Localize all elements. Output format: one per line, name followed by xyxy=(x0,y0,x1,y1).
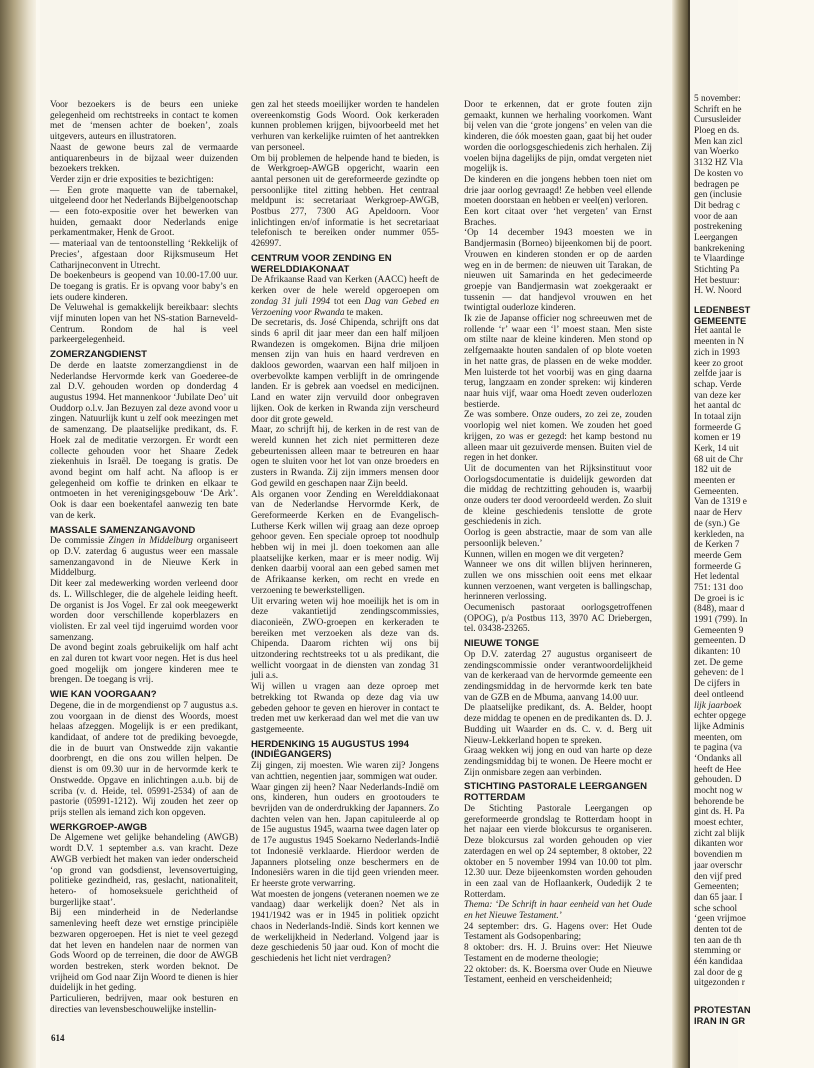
facing-text-line: ‘Ondanks all xyxy=(694,753,742,764)
facing-text-line: 1991 (799). In xyxy=(694,615,748,625)
paragraph: Thema: ‘De Schrift in haar eenheid van het Oude en het Nieuwe Testament.’ xyxy=(464,900,652,922)
facing-text-line: van Woerko xyxy=(694,147,739,158)
facing-text-line: sche school xyxy=(694,903,738,914)
facing-text-line: de Kerken 7 xyxy=(694,540,740,551)
facing-text-line: formeerde G xyxy=(694,561,742,572)
section-heading: WERKGROEP-AWGB xyxy=(50,821,148,833)
facing-text-line: te Vlaardinge xyxy=(694,254,745,265)
paragraph: De Algemene wet gelijke behandeling (AWGB) wordt D.V. 1 september a.s. van kracht. Deze AWGB verbiedt het maken van ieder onderscheid ‘op grond van godsdienst, levensovertuiging, politieke gezindheid, ras, geslacht, nationaliteit, hetero- of homoseksuele gerichtheid of burgerlijke staat’. xyxy=(50,833,238,908)
facing-text-line: lijk jaarboek xyxy=(694,700,742,711)
facing-text-line: van deze ker xyxy=(694,390,741,401)
facing-text-line: postrekening xyxy=(694,222,743,233)
facing-text-line: gen (inclusie xyxy=(694,190,742,201)
paragraph: Oecumenisch pastoraat oorlogsgetroffenen (OPOG), p/a Postbus 113, 3970 AC Driebergen, tel. 03438-23265. xyxy=(464,603,652,635)
paragraph: De Afrikaanse Raad van Kerken (AACC) heeft de kerken over de hele wereld opgeroepen om zondag 31 juli 1994 tot een Dag van Gebed en Verzoening voor Rwanda te maken. xyxy=(251,275,439,318)
facing-text-line: bankrekening xyxy=(694,243,745,254)
facing-text-line: Schrift en he xyxy=(694,104,742,115)
facing-text-line: meenten er xyxy=(694,476,736,487)
facing-text-line: Dit bedrag c xyxy=(694,200,740,211)
page-gutter xyxy=(672,0,688,1068)
line-gap xyxy=(694,997,814,1005)
paragraph: Wat moesten de jongens (veteranen noemen we ze vandaag) daar werkelijk doen? Net als in 1941/1942 was er in 1945 in politiek opzicht chaos in Nederlands-Indië. Sinds kort kennen we de werkelijkheid in Nederland. Volgend jaar is deze geschiedenis 50 jaar oud. Kon of mocht die geschiedenis het licht niet verdragen? xyxy=(251,889,439,964)
paragraph: Uit ervaring weten wij hoe moeilijk het is om in deze vakantietijd zendingscommissies, diaconieën, ZWO-groepen en kerkeraden te bereiken met verzoeken als deze van ds. Chipenda. Daarom richten wij ons bij uitzondering rechtstreeks tot u als predikant, die wellicht voorgaat in de diensten van zondag 31 juli a.s. xyxy=(251,596,439,682)
facing-text-line: 182 uit de xyxy=(694,465,732,476)
facing-text-line: Het ledental xyxy=(694,572,740,583)
facing-text-line: dikanten wor xyxy=(694,839,743,850)
paragraph: 22 oktober: ds. K. Boersma over Oude en Nieuwe Testament, eenheid en verscheidenheid; xyxy=(464,964,652,986)
facing-text-line: Leergangen xyxy=(694,232,738,243)
facing-text-line: gehouden. D xyxy=(694,775,742,786)
facing-text-line: De groei is ic xyxy=(694,593,744,604)
facing-text-line: den vijf pred xyxy=(694,871,742,882)
paragraph: De derde en laatste zomerzangdienst in de Nederlandse Hervormde kerk van Goederee-de zal D.V. gehouden worden op donderdag 4 augustus 1994. Het mannenkoor ‘Jubilate Deo’ uit Ouddorp o.l.v. Jan Bezuyen zal deze avond voor u zingen. Natuurlijk kunt u zelf ook meezingen met de samenzang. De plaatselijke predikant, ds. F. Hoek zal de meditatie verzorgen. Er wordt een collecte gehouden voor het Shaare Zedek ziekenhuis in Israël. De toegang is gratis. De avond begint om half acht. Na afloop is er gelegenheid om koffie te drinken en elkaar te ontmoeten in het verenigingsgebouw ‘De Ark’. Ook is daar een boekentafel aanwezig ten bate van de kerk. xyxy=(50,360,238,521)
facing-text-line: kerkleden, na xyxy=(694,529,745,540)
facing-text-line: bovendien m xyxy=(694,850,743,861)
facing-text-line: Gemeenten; xyxy=(694,882,739,893)
text-column-2 xyxy=(251,100,439,964)
facing-page-strip xyxy=(690,0,751,1068)
facing-text-line: meenten in N xyxy=(694,337,745,348)
facing-page-text xyxy=(694,94,814,1026)
facing-text-line: deel ontleend xyxy=(694,689,744,700)
paragraph: De plaatselijke predikant, ds. A. Belder, hoopt deze middag te openen en de predikanten ds. D. J. Budding uit Waarder en ds. C. v. d. Berg uit Nieuw-Lekkerland hopen te spreken. xyxy=(464,703,652,746)
facing-text-line: meenten, om xyxy=(694,732,743,743)
facing-text-line: Ploeg en ds. xyxy=(694,126,740,137)
facing-text-line: moest echter, xyxy=(694,818,744,829)
line-gap xyxy=(694,989,814,997)
facing-text-line: mocht nog w xyxy=(694,786,743,796)
facing-text-line: keer zo groot xyxy=(694,358,744,369)
facing-text-line: meerde Gem xyxy=(694,550,742,561)
facing-text-line: De cijfers in xyxy=(694,679,740,690)
facing-text-line: ten aan de th xyxy=(694,935,742,946)
facing-text-line: dan 65 jaar. I xyxy=(694,892,743,903)
paragraph: Kunnen, willen en mogen we dit vergeten? xyxy=(464,549,624,560)
section-heading: MASSALE SAMENZANGAVOND xyxy=(50,524,196,536)
facing-text-line: gemeenten. D xyxy=(694,636,746,647)
line-gap xyxy=(694,297,814,305)
paragraph: Verder zijn er drie exposities te bezichtigen: xyxy=(50,174,214,185)
paragraph: 8 oktober: drs. H. J. Bruins over: Het Nieuwe Testament en de moderne theologie; xyxy=(464,943,652,964)
paragraph: Voor bezoekers is de beurs een unieke gelegenheid om rechtstreeks in contact te komen met de ‘mensen achter de boeken’, zoals uitgevers, auteurs en illustratoren. xyxy=(50,100,238,143)
facing-text-line: Men kan zicl xyxy=(694,136,743,147)
section-heading: CENTRUM VOOR ZENDING EN WERELDDIAKONAAT xyxy=(251,252,392,275)
facing-text-line: Het bestuur: xyxy=(694,275,740,286)
facing-text-line: Cursusleider xyxy=(694,115,741,126)
facing-text-line: denten tot de xyxy=(694,924,743,935)
paragraph: Wanneer we ons dit willen blijven herinneren, zullen we ons misschien ooit eens met elkaar kunnen verzoenen, want vergeten is ballingschap, herinneren verlossing. xyxy=(464,560,652,603)
facing-text-line: echter opgege xyxy=(694,711,746,722)
paragraph: Ze was sombere. Onze ouders, zo zei ze, zouden voorlopig wel niet komen. We zouden het goed krijgen, zo was er gezegd: het kamp bestond nu alleen maar uit gezuiverde mensen. Buiten viel de regen in het donker. xyxy=(464,410,652,464)
facing-text-line: schap. Verde xyxy=(694,379,742,390)
paragraph: Dit keer zal medewerking worden verleend door ds. L. Willschleger, die de algehele leiding heeft. De organist is Jos Vogel. Er zal ook meegewerkt worden door verschillende koperblazers en violisten. Er zal veel tijd ingeruimd worden voor samenzang. xyxy=(50,579,238,643)
paragraph: De Veluwehal is gemakkelijk bereikbaar: slechts vijf minuten lopen van het NS-station Barneveld-Centrum. Rondom de hal is veel parkeergelegenheid. xyxy=(50,303,238,346)
facing-text-line: Van de 1319 e xyxy=(694,497,747,508)
facing-text-line: behorende be xyxy=(694,796,744,807)
paragraph: Wij willen u vragen aan deze oproep met betrekking tot Rwanda op deze dag via uw gebeden gehoor te geven en hierover in contact te treden met uw kerkeraad dan wel met die van uw gastgemeente. xyxy=(251,682,439,735)
facing-text-line: zelfde jaar is xyxy=(694,369,742,380)
paragraph: De secretaris, ds. José Chipenda, schrijft ons dat sinds 6 april dit jaar meer dan een half miljoen Rwandezen is omgekomen. Bijna drie miljoen mensen zijn van huis en haard verdreven en dakloos geworden, waarvan een half miljoen in overbevolkte kampen verblijft in de omringende landen. Er is gebrek aan voedsel en medicijnen. Land en water zijn vervuild door onbegraven lijken. Ook de kerken in Rwanda zijn verscheurd door dit grote geweld. xyxy=(251,318,439,425)
paragraph: — materiaal van de tentoonstelling ‘Rekkelijk of Precies’, afgestaan door Rijksmuseum Het Catharijneconvent in Utrecht. xyxy=(50,239,238,271)
facing-text-line: één kandidaa xyxy=(694,957,743,967)
facing-text-line: 3132 HZ Vla xyxy=(694,158,743,169)
facing-heading-line: PROTESTAN xyxy=(694,1005,751,1016)
paragraph: Door te erkennen, dat er grote fouten zijn gemaakt, kunnen we herhaling voorkomen. Want bij velen van die ‘grote jongens’ en velen van die kinderen, die óók moesten gaan, gaat bij het ouder worden die oorlogsgeschiedenis zich herhalen. Zij voelen bijna dagelijks de pijn, omdat vergeten niet mogelijk is. xyxy=(464,100,652,175)
paragraph: De commissie Zingen in Middelburg organiseert op D.V. zaterdag 6 augustus weer een massale samenzangavond in de Nieuwe Kerk in Middelburg. xyxy=(50,536,238,579)
section-heading: NIEUWE TONGE xyxy=(464,638,539,650)
text-column-1 xyxy=(50,100,238,1025)
facing-text-line: voor de aan xyxy=(694,211,738,222)
facing-text-line: Kerk, 14 uit xyxy=(694,444,739,454)
facing-heading-line: IRAN IN GR xyxy=(694,1015,746,1026)
facing-text-line: gint ds. H. Pa xyxy=(694,807,745,818)
facing-text-line: formeerde G xyxy=(694,422,742,433)
magazine-page xyxy=(40,0,672,1068)
paragraph: Particulieren, bedrijven, maar ook besturen en directies van levensbeschouwelijke instellin- xyxy=(50,994,238,1015)
facing-text-line: bedragen pe xyxy=(694,179,740,190)
paragraph: De boekenbeurs is geopend van 10.00-17.00 uur. De toegang is gratis. Er is opvang voor baby’s en iets oudere kinderen. xyxy=(50,271,238,303)
facing-text-line: dikanten: 10 xyxy=(694,647,741,658)
paragraph: Bij een minderheid in de Nederlandse samenleving heeft deze wet ernstige principiële bezwaren opgeroepen. Het is niet te veel gezegd dat het leven en handelen naar de normen van Gods Woord op de terreinen, die door de AWGB worden bestreken, sterk worden beknot. De vrijheid om God naar Zijn Woord te dienen is hier duidelijk in het geding. xyxy=(50,908,238,994)
paragraph: — een foto-expositie over het bewerken van huiden, gemaakt door Nederlands enige perkamentmaker, Henk de Groot. xyxy=(50,207,238,239)
paragraph: Oorlog is geen abstractie, maar de som van alle persoonlijk beleven.’ xyxy=(464,528,652,549)
paragraph: Uit de documenten van het Rijksinstituut voor Oorlogsdocumentatie is duidelijk geworden dat die middag de rechtzitting gehouden is, waarbij onze ouders ter dood veroordeeld werden. Zo sluit de kleine geschiedenis tenslotte de grote geschiedenis in zich. xyxy=(464,463,652,528)
facing-text-line: te pagina (va xyxy=(694,743,743,754)
facing-text-line: Het aantal le xyxy=(694,326,741,337)
facing-text-line: naar de Herv xyxy=(694,508,743,519)
facing-text-line: 5 november: xyxy=(694,94,741,104)
facing-text-line: het aantal dc xyxy=(694,401,741,412)
facing-text-line: komen er 19 xyxy=(694,433,741,444)
facing-text-line: de (syn.) Ge xyxy=(694,518,740,529)
facing-text-line: Stichting Pa xyxy=(694,265,740,275)
paragraph: 24 september: drs. G. Hagens over: Het Oude Testament als Godsopenbaring; xyxy=(464,921,652,943)
facing-text-line: zet. De geme xyxy=(694,657,743,668)
book-spine-shadow xyxy=(0,0,36,1068)
section-heading: WIE KAN VOORGAAN? xyxy=(50,689,157,701)
paragraph: Waar gingen zij heen? Naar Nederlands-Indië om ons, kinderen, hun ouders en grootouders te bevrijden van de onderdrukking der Japanners. Zo dachten velen van hen. Japan capituleerde al op de 15e augustus 1945, waarna twee dagen later op de 17e augustus 1945 Soekarno Nederlands-Indië tot Indonesië verklaarde. Hierdoor werden de Japanners plotseling onze beschermers en de Indonesiërs waren in die tijd geen vrienden meer. Er heerste grote verwarring. xyxy=(251,782,439,889)
section-heading: ZOMERZANGDIENST xyxy=(50,349,148,361)
facing-text-line: Gemeenten. xyxy=(694,486,739,497)
paragraph: Zij gingen, zij moesten. Wie waren zij? Jongens van achttien, negentien jaar, sommigen wat ouder. xyxy=(251,761,439,782)
facing-text-line: In totaal zijn xyxy=(694,411,741,422)
paragraph: Ik zie de Japanse officier nog schreeuwen met de rollende ‘r’ waar een ‘l’ moest staan. Men siste om stilte naar de kleine kinderen. Men stond op zelfgemaakte houten sandalen of op blote voeten in het natte gras, de plassen en de weke modder. Men luisterde tot het voorbij was en ging daarna terug, langzaam en zonder spreken: wij kinderen naar huis vijf, waar oma Hoedt zeven ouderlozen bestierde. xyxy=(464,314,652,410)
paragraph: Naast de gewone beurs zal de vermaarde antiquarenbeurs in de bijzaal weer duizenden bezoekers trekken. xyxy=(50,142,238,175)
facing-text-line: H. W. Noord xyxy=(694,286,742,297)
section-heading: HERDENKING 15 AUGUSTUS 1994 (INDIËGANGERS) xyxy=(251,738,409,761)
paragraph: ‘Op 14 december 1943 moesten we in Bandjermasin (Borneo) bijeenkomen bij de poort. Vrouwen en kinderen stonden er op de aarden weg en in de bermen: de nieuwen uit Tarakan, de nieuwen uit Samarinda en het gedecimeerde groepje van Bandjermasin wat zoekgeraakt er tussenin — dat handjevol vrouwen en het twintigtal ouderloze kinderen. xyxy=(464,228,652,314)
facing-heading-line: LEDENBEST xyxy=(694,305,751,316)
paragraph: De kinderen en die jongens hebben toen niet om drie jaar oorlog gevraagd! Ze hebben veel ellende moeten doorstaan en hebben er veel(en) verloren. xyxy=(464,174,652,207)
page-number: 614 xyxy=(51,1033,65,1043)
paragraph: De Stichting Pastorale Leergangen op gereformeerde grondslag te Rotterdam hoopt in het najaar een vierde blokcursus te organiseren. Deze blokcursus zal worden gehouden op vier zaterdagen en wel op 24 september, 8 oktober, 22 oktober en 5 november 1994 van 10.00 tot plm. 12.30 uur. Deze bijeenkomsten worden gehouden in een zaal van de Hoflaankerk, Oudedijk 2 te Rotterdam. xyxy=(464,803,652,900)
facing-text-line: Gemeenten 9 xyxy=(694,625,744,636)
facing-text-line: stemming or xyxy=(694,946,741,957)
paragraph: Op D.V. zaterdag 27 augustus organiseert de zendingscommissie onder verantwoordelijkheid van de kerkeraad van de hervormde gemeente een zendingsmiddag in de hervormde kerk ten bate van de GZB en de Mbuma, aanvang 14.00 uur. xyxy=(464,649,652,703)
facing-text-line: De kosten vo xyxy=(694,168,744,179)
facing-text-line: zal door de g xyxy=(694,967,743,978)
paragraph: Graag wekken wij jong en oud van harte op deze zendingsmiddag bij te wonen. De Heere mocht er Zijn onmisbare zegen aan verbinden. xyxy=(464,746,652,778)
paragraph: Degene, die in de morgendienst op 7 augustus a.s. zou voorgaan in de dienst des Woords, moest helaas afzeggen. Mogelijk is er een predikant, kandidaat, of andere tot de prediking bevoegde, die in de buurt van Onstwedde zijn vakantie doorbrengt, en die ons zou willen helpen. De dienst is om 09.30 uur in de hervormde kerk te Onstwedde. Opgave en inlichtingen a.u.b. bij de scriba (v. d. Heide, tel. 05991-2534) of aan de pastorie (05991-1212). Wij zouden het zeer op prijs stellen als iemand zich kon opgeven. xyxy=(50,700,238,818)
paragraph: De avond begint zoals gebruikelijk om half acht en zal duren tot kwart voor negen. Het is dus heel goed mogelijk om jongere kinderen mee te brengen. De toegang is vrij. xyxy=(50,643,238,686)
facing-text-line: heeft de Hee xyxy=(694,764,741,775)
section-heading: STICHTING PASTORALE LEERGANGEN ROTTERDAM xyxy=(464,781,648,804)
facing-heading-line: GEMEENTE xyxy=(694,315,747,326)
paragraph: — Een grote maquette van de tabernakel, uitgeleend door het Nederlands Bijbelgenootschap xyxy=(50,185,238,207)
facing-text-line: zich in 1993 xyxy=(694,347,740,358)
facing-text-line: lijke Adminis xyxy=(694,721,745,732)
facing-text-line: geheven: de l xyxy=(694,668,744,679)
paragraph: Om bij problemen de helpende hand te bieden, is de Werkgroep-AWGB opgericht, waarin een aantal personen uit de gereformeerde gezindte op persoonlijke titel zitting hebben. Het centraal meldpunt is: secretariaat Werkgroep-AWGB, Postbus 277, 7300 AG Apeldoorn. Voor inlichtingen en/of informatie is het secretariaat telefonisch te bereiken onder nummer 055-426997. xyxy=(251,153,439,250)
facing-text-line: 68 uit de Chr xyxy=(694,454,743,465)
text-column-3 xyxy=(464,100,652,986)
paragraph: Een kort citaat over ‘het vergeten’ van Ernst Braches. xyxy=(464,207,652,228)
paragraph: Maar, zo schrijft hij, de kerken in de rest van de wereld kunnen het zich niet permitteren deze gebeurtenissen alleen maar te betreuren en haar ogen te sluiten voor het lot van onze broeders en zusters in Rwanda. Zij zijn immers mensen door God gewild en geschapen naar Zijn beeld. xyxy=(251,425,439,489)
facing-text-line: (848), maar d xyxy=(694,604,745,615)
facing-text-line: ‘geen vrijmoe xyxy=(694,914,746,925)
facing-text-line: zicht zal blijk xyxy=(694,828,745,839)
paragraph: gen zal het steeds moeilijker worden te handelen overeenkomstig Gods Woord. Ook kerkeraden kunnen problemen krijgen, bijvoorbeeld met het verhuren van kerkelijke ruimten of het aantrekken van personeel. xyxy=(251,100,439,153)
facing-text-line: uitgezonden r xyxy=(694,978,745,989)
paragraph: Als organen voor Zending en Werelddiakonaat van de Nederlandse Hervormde Kerk, de Gereformeerde Kerken en de Evangelisch-Lutherse Kerk willen wij graag aan deze oproep gehoor geven. Een speciale oproep tot noodhulp hebben wij in mei jl. doen toekomen aan alle plaatselijke kerken, maar er is meer nodig. Wij denken daarbij vooral aan een gebed samen met de Afrikaanse kerken, om recht en vrede en verzoening te bewerkstelligen. xyxy=(251,489,439,596)
facing-text-line: jaar overschr xyxy=(694,860,743,871)
facing-text-line: 751: 131 doo xyxy=(694,582,744,593)
